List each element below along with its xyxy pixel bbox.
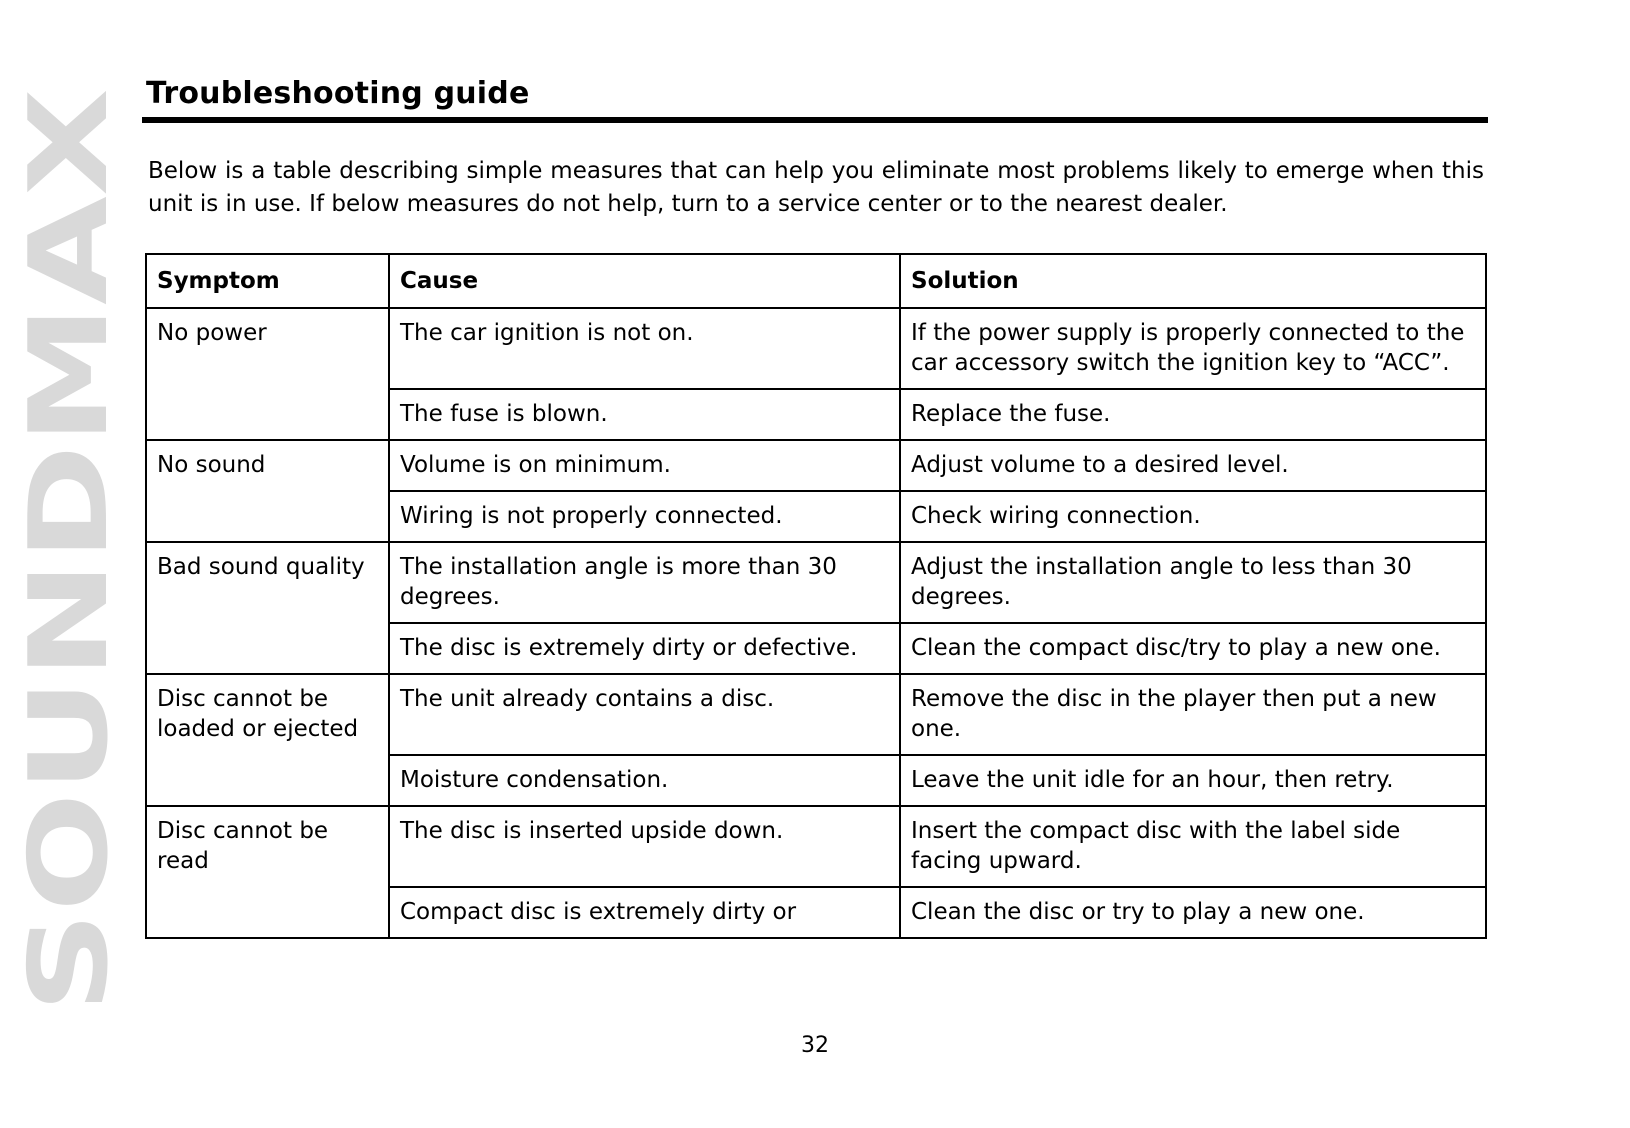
symptom-cell: Disc cannot be read xyxy=(146,806,389,938)
brand-watermark xyxy=(7,88,132,1013)
cause-cell: The unit already contains a disc. xyxy=(389,674,900,755)
table-row xyxy=(146,542,1486,623)
solution-cell: Leave the unit idle for an hour, then retry. xyxy=(900,755,1486,806)
cause-cell: Compact disc is extremely dirty or xyxy=(389,887,900,938)
solution-cell: Insert the compact disc with the label side facing upward. xyxy=(900,806,1486,887)
solution-cell: Check wiring connection. xyxy=(900,491,1486,542)
table-row xyxy=(146,674,1486,755)
troubleshooting-table xyxy=(145,253,1487,939)
cause-cell: Volume is on minimum. xyxy=(389,440,900,491)
cause-cell: The disc is extremely dirty or defective. xyxy=(389,623,900,674)
cause-cell: Moisture condensation. xyxy=(389,755,900,806)
header-symptom: Symptom xyxy=(146,254,389,308)
symptom-cell: Disc cannot be loaded or ejected xyxy=(146,674,389,806)
page-number: 32 xyxy=(801,1033,829,1058)
symptom-cell: No sound xyxy=(146,440,389,542)
cause-cell: The installation angle is more than 30 degrees. xyxy=(389,542,900,623)
symptom-cell: Bad sound quality xyxy=(146,542,389,674)
solution-cell: Replace the fuse. xyxy=(900,389,1486,440)
cause-cell: The car ignition is not on. xyxy=(389,308,900,389)
table-row xyxy=(146,806,1486,887)
cause-cell: Wiring is not properly connected. xyxy=(389,491,900,542)
solution-cell: Adjust volume to a desired level. xyxy=(900,440,1486,491)
table-row xyxy=(146,440,1486,491)
header-solution: Solution xyxy=(900,254,1486,308)
table-header-row xyxy=(146,254,1486,308)
brand-watermark-text: SOUNDMAX xyxy=(7,301,132,1013)
symptom-cell: No power xyxy=(146,308,389,440)
intro-paragraph: Below is a table describing simple measures that can help you eliminate most problems likely to emerge when this unit is in use. If below measures do not help, turn to a service center or to the nearest dealer. xyxy=(148,158,1484,217)
table-row xyxy=(146,308,1486,389)
solution-cell: If the power supply is properly connected to the car accessory switch the ignition key to “ACC”. xyxy=(900,308,1486,389)
solution-cell: Clean the disc or try to play a new one. xyxy=(900,887,1486,938)
header-cause: Cause xyxy=(389,254,900,308)
cause-cell: The disc is inserted upside down. xyxy=(389,806,900,887)
page-title: Troubleshooting guide xyxy=(146,76,530,111)
cause-cell: The fuse is blown. xyxy=(389,389,900,440)
title-rule xyxy=(142,117,1488,123)
solution-cell: Clean the compact disc/try to play a new one. xyxy=(900,623,1486,674)
solution-cell: Adjust the installation angle to less than 30 degrees. xyxy=(900,542,1486,623)
solution-cell: Remove the disc in the player then put a new one. xyxy=(900,674,1486,755)
